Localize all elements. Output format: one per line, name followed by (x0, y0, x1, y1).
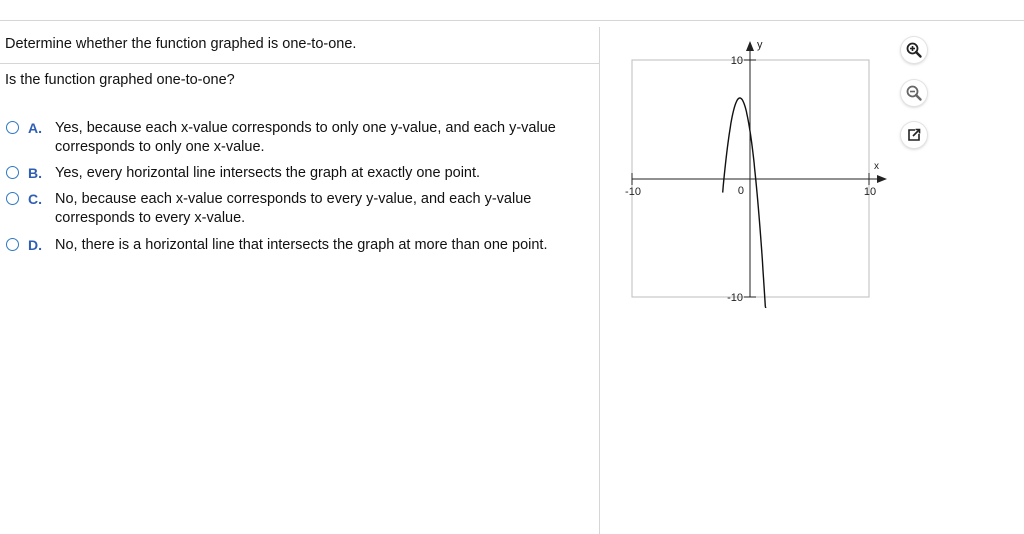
function-curve (723, 98, 771, 308)
y-min-label: -10 (727, 292, 743, 304)
option-text: Yes, every horizontal line intersects the graph at exactly one point. (55, 165, 481, 181)
vertical-divider (599, 27, 600, 534)
x-min-label: -10 (625, 186, 641, 198)
option-letter: D. (28, 237, 42, 253)
radio-button-b[interactable] (6, 166, 19, 179)
y-axis-label: y (757, 39, 763, 51)
y-max-label: 10 (730, 55, 743, 67)
top-divider (0, 20, 1024, 21)
zoom-out-button[interactable] (901, 80, 927, 106)
option-text: No, there is a horizontal line that intersects the graph at more than one point. (55, 237, 548, 253)
option-letter: C. (28, 191, 42, 207)
option-d[interactable] (6, 236, 560, 255)
zoom-in-icon (905, 41, 923, 59)
option-letter: B. (28, 165, 42, 181)
option-b[interactable] (6, 164, 560, 183)
open-new-window-icon (906, 127, 922, 143)
zoom-in-button[interactable] (901, 37, 927, 63)
option-letter: A. (28, 120, 42, 136)
radio-button-c[interactable] (6, 192, 19, 205)
option-text: Yes, because each x-value corresponds to only one y-value, and each y-value corresponds to only one x-value. (55, 120, 556, 155)
function-graph (618, 36, 898, 308)
question-prompt: Determine whether the function graphed is one-to-one. (5, 36, 357, 52)
x-max-label: 10 (863, 186, 877, 198)
question-divider (0, 63, 599, 64)
y-axis-arrow-icon (746, 41, 754, 51)
popout-button[interactable] (901, 122, 927, 148)
radio-button-a[interactable] (6, 121, 19, 134)
origin-label: 0 (737, 185, 744, 197)
option-text: No, because each x-value corresponds to every y-value, and each y-value corresponds to every x-value. (55, 191, 532, 226)
x-axis-label: x (874, 161, 879, 172)
option-a[interactable] (6, 119, 560, 157)
zoom-out-icon (905, 84, 923, 102)
x-axis-arrow-icon (877, 175, 887, 183)
subquestion-text: Is the function graphed one-to-one? (5, 72, 235, 88)
radio-button-d[interactable] (6, 238, 19, 251)
option-c[interactable] (6, 190, 560, 228)
